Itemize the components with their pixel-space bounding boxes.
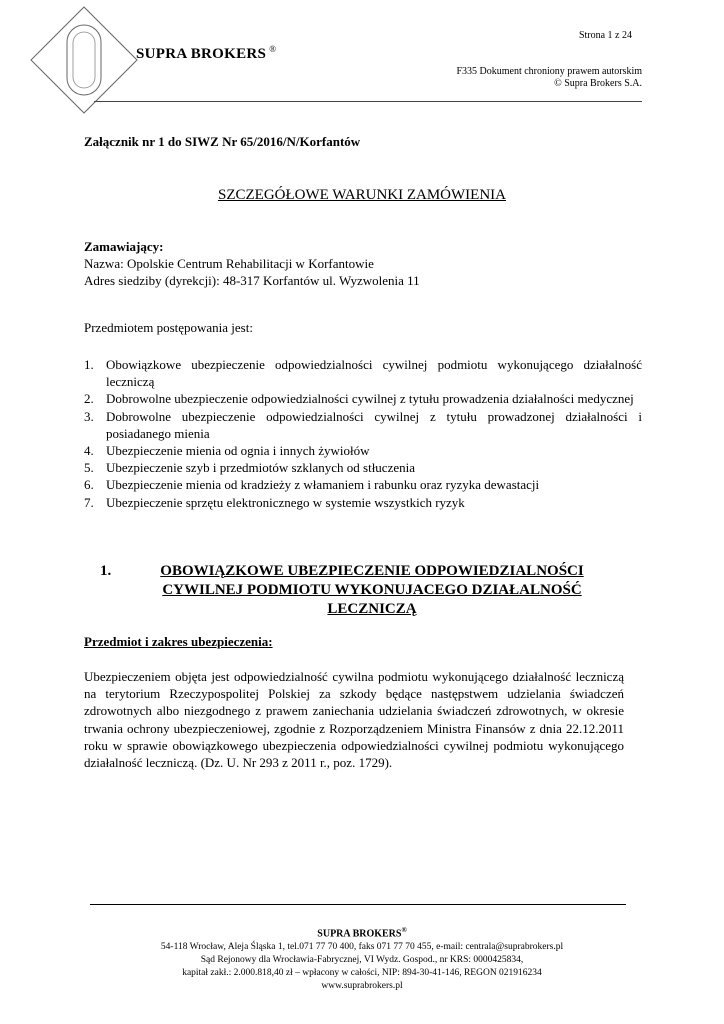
list-item <box>84 390 642 407</box>
registered-mark: ® <box>269 44 277 54</box>
list-item-number: 5. <box>84 460 94 476</box>
list-item-text: Ubezpieczenie mienia od kradzieży z włamaniem i rabunku oraz ryzyka dewastacji <box>106 477 540 493</box>
list-item-number: 4. <box>84 443 94 459</box>
list-item-text: Ubezpieczenie sprzętu elektronicznego w systemie wszystkich ryzyk <box>106 494 465 510</box>
section-heading <box>100 562 620 619</box>
list-item <box>84 494 642 511</box>
list-item-text: Obowiązkowe ubezpieczenie odpowiedzialności cywilnej podmiotu wykonującego działalność leczniczą <box>106 357 642 390</box>
list-item-number: 3. <box>84 408 94 424</box>
buyer-label: Zamawiający: <box>84 239 164 254</box>
footer-court: Sąd Rejonowy dla Wrocławia-Fabrycznej, VI Wydz. Gospod., nr KRS: 0000425834, <box>200 954 524 965</box>
list-item-text: Dobrowolne ubezpieczenie odpowiedzialności cywilnej z tytułu prowadzonej działalności i posiadanego mienia <box>106 408 642 441</box>
footer-capital: kapitał zakł.: 2.000.818,40 zł – wpłacony w całości, NIP: 894-30-41-146, REGON 021916234 <box>182 967 542 978</box>
subsection-heading: Przedmiot i zakres ubezpieczenia: <box>84 634 273 649</box>
subject-intro: Przedmiotem postępowania jest: <box>84 320 253 335</box>
list-item <box>84 356 642 390</box>
list-item-number: 6. <box>84 477 94 493</box>
section-number: 1. <box>100 563 112 579</box>
list-item-number: 7. <box>84 494 94 510</box>
doc-code <box>456 66 642 90</box>
list-item-number: 2. <box>84 391 94 407</box>
list-item <box>84 442 642 459</box>
footer <box>0 924 724 992</box>
page-title: SZCZEGÓŁOWE WARUNKI ZAMÓWIENIA <box>217 187 506 203</box>
footer-brand: SUPRA BROKERS® <box>317 926 407 940</box>
doc-code-line: F335 Dokument chroniony prawem autorskim <box>456 66 642 77</box>
list-item <box>84 408 642 442</box>
footer-registered-mark: ® <box>401 926 407 934</box>
footer-website: www.suprabrokers.pl <box>321 980 403 991</box>
header-divider <box>94 101 642 102</box>
page-number: Strona 1 z 24 <box>578 30 632 41</box>
list-item <box>84 459 642 476</box>
annex-reference: Załącznik nr 1 do SIWZ Nr 65/2016/N/Korfantów <box>84 134 361 149</box>
section-title-text: OBOWIĄZKOWE UBEZPIECZENIE ODPOWIEDZIALNOŚCI CYWILNEJ PODMIOTU WYKONUJACEGO DZIAŁALNOŚĆ LECZNICZĄ <box>160 563 584 617</box>
footer-divider <box>90 904 626 905</box>
buyer-name: Nazwa: Opolskie Centrum Rehabilitacji w Korfantowie <box>84 256 374 271</box>
scope-list <box>84 356 642 511</box>
footer-address: 54-118 Wrocław, Aleja Śląska 1, tel.071 77 70 400, faks 071 77 70 455, e-mail: centrala@suprabrokers.pl <box>160 942 564 953</box>
buyer-address: Adres siedziby (dyrekcji): 48-317 Korfantów ul. Wyzwolenia 11 <box>84 273 420 288</box>
buyer-block <box>84 238 420 289</box>
body-paragraph: Ubezpieczeniem objęta jest odpowiedzialność cywilna podmiotu wykonującego działalność leczniczą na terytorium Rzeczypospolitej Polskiej za szkody będące następstwem udzielania świadczeń zdrowotnych albo niezgodnego z prawem zaniechania udzielania świadczeń zdrowotnych, w okresie trwania ochrony ubezpieczeniowej, zgodnie z Rozporządzeniem Ministra Finansów z dnia 22.12.2011 roku w sprawie obowiązkowego ubezpieczenia odpowiedzialności cywilnej podmiotu wykonującego działalność leczniczą. (Dz. U. Nr 293 z 2011 r., poz. 1729). <box>84 669 624 771</box>
supra-brokers-logo <box>30 6 138 114</box>
list-item <box>84 476 642 493</box>
list-item-text: Dobrowolne ubezpieczenie odpowiedzialności cywilnej z tytułu prowadzenia działalności medycznej <box>106 391 634 407</box>
list-item-text: Ubezpieczenie szyb i przedmiotów szklanych od stłuczenia <box>106 460 415 476</box>
copyright-line: © Supra Brokers S.A. <box>554 78 642 89</box>
list-item-number: 1. <box>84 357 94 372</box>
list-item-text: Ubezpieczenie mienia od ognia i innych żywiołów <box>106 443 370 459</box>
brand-name: SUPRA BROKERS ® <box>136 44 277 62</box>
